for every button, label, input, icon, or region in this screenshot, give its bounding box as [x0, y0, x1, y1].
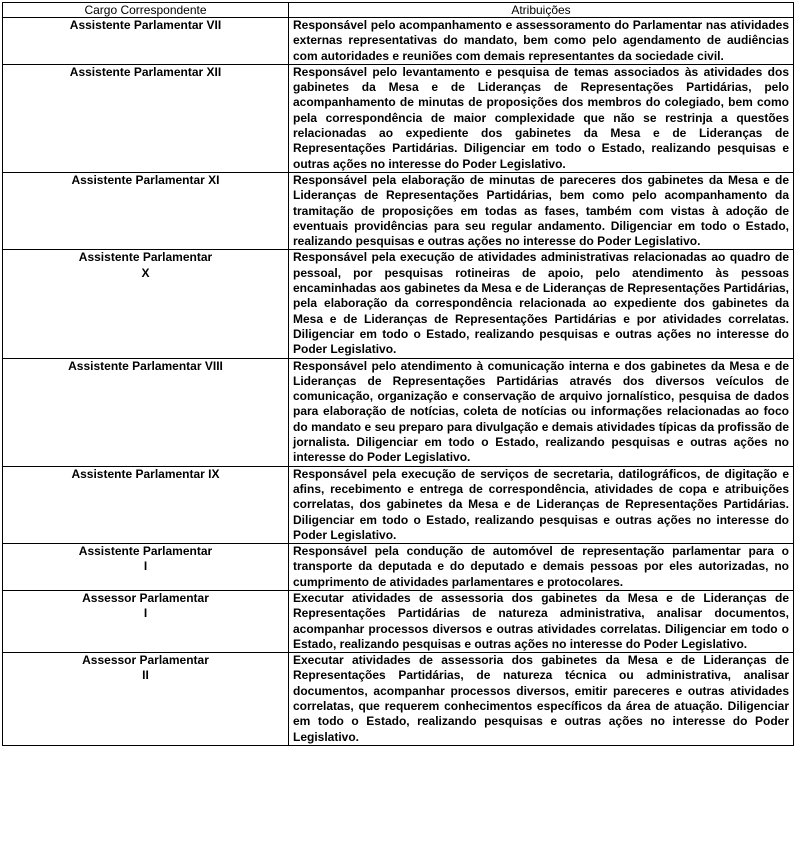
cargo-name: Assistente Parlamentar IX	[71, 466, 220, 481]
cargo-cell	[3, 653, 289, 746]
cargo-name: Assessor Parlamentar	[82, 653, 209, 668]
atribuicoes-cell: Executar atividades de assessoria dos gabinetes da Mesa e de Lideranças de Representações Partidárias de natureza administrativa, analisar documentos, acompanhar processos diversos e outras atividades correlatas. Diligenciar em todo o Estado, realizando pesquisas e outras ações no interesse do Poder Legislativo.	[289, 590, 794, 652]
table-row	[3, 172, 794, 249]
cargo-cell	[3, 64, 289, 172]
cargo-cell	[3, 590, 289, 652]
atribuicoes-cell: Responsável pela execução de serviços de secretaria, datilográficos, de digitação e afins, recebimento e entrega de correspondência, atividades de copa e atribuições correlatas, dos gabinetes da Mesa e de Lideranças de Representações Partidárias. Diligenciar em todo o Estado, realizando pesquisas e outras ações no interesse do Poder Legislativo.	[289, 466, 794, 543]
table-row	[3, 358, 794, 466]
cargo-name: Assessor Parlamentar	[82, 590, 209, 605]
table-row	[3, 250, 794, 358]
atribuicoes-cell: Responsável pela condução de automóvel de representação parlamentar para o transporte da deputada e do deputado e demais pessoas por eles autorizadas, no cumprimento de atividades parlamentares e protocolares.	[289, 544, 794, 591]
atribuicoes-cell: Responsável pela elaboração de minutas de pareceres dos gabinetes da Mesa e de Lideranças de Representações Partidárias, bem como pelo acompanhamento da tramitação de proposições em todas as fases, também com vistas à adoção de eventuais providências para seu regular andamento. Diligenciar em todo o Estado, realizando pesquisas e outras ações no interesse do Poder Legislativo.	[289, 172, 794, 249]
header-cargo: Cargo Correspondente	[3, 3, 289, 18]
header-row	[3, 3, 794, 18]
cargo-name: Assistente Parlamentar VII	[69, 18, 222, 32]
atribuicoes-cell: Executar atividades de assessoria dos gabinetes da Mesa e de Lideranças de Representações Partidárias, de natureza técnica ou administrativa, analisar documentos, acompanhar processos diversos, emitir pareceres e outras atividades correlatas, que requerem conhecimentos específicos da área de atuação. Diligenciar em todo o Estado, realizando pesquisas e outras ações no interesse do Poder Legislativo.	[289, 653, 794, 746]
cargo-name: Assistente Parlamentar XI	[71, 172, 220, 187]
cargo-level: I	[143, 606, 148, 621]
atribuicoes-cell: Responsável pelo atendimento à comunicação interna e dos gabinetes da Mesa e de Lideranças de Representações Partidárias através dos diversos veículos de comunicação, organização e conservação de arquivo jornalístico, pesquisa de dados para elaboração de notícias, coleta de notícias ou informações relacionadas ao foco do mandato e seu preparo para divulgação e demais atividades típicas da profissão de jornalista. Diligenciar em todo o Estado, realizando pesquisas e outras ações no interesse do Poder Legislativo.	[289, 358, 794, 466]
atribuicoes-cell: Responsável pela execução de atividades administrativas relacionadas ao quadro de pessoal, por pesquisas rotineiras de apoio, pelo atendimento às pessoas encaminhadas aos gabinetes da Mesa e de Lideranças de Representações Partidárias, pela elaboração da correspondência relacionada ao expediente dos gabinetes da Mesa e de Lideranças de Representações Partidárias e por atividades correlatas. Diligenciar em todo o Estado, realizando pesquisas e outras ações no interesse do Poder Legislativo.	[289, 250, 794, 358]
cargo-name: Assistente Parlamentar	[78, 250, 213, 265]
cargo-cell	[3, 18, 289, 65]
table-row	[3, 466, 794, 543]
cargo-name: Assistente Parlamentar	[78, 544, 213, 559]
attributions-table	[2, 2, 794, 746]
table-row	[3, 653, 794, 746]
table-row	[3, 544, 794, 591]
cargo-cell	[3, 172, 289, 249]
table-row	[3, 590, 794, 652]
table-row	[3, 64, 794, 172]
table-row	[3, 18, 794, 65]
cargo-cell	[3, 250, 289, 358]
cargo-level: I	[143, 559, 148, 574]
cargo-cell	[3, 544, 289, 591]
cargo-level: X	[141, 265, 150, 280]
cargo-level: II	[142, 668, 149, 683]
cargo-cell	[3, 466, 289, 543]
atribuicoes-cell: Responsável pelo levantamento e pesquisa de temas associados às atividades dos gabinetes da Mesa e de Lideranças de Representações Partidárias, pelo acompanhamento de minutas de proposições dos membros do colegiado, bem como pela correspondência de maior complexidade que não se restrinja a questões relacionadas ao expediente dos gabinetes da Mesa e de Lideranças de Representações Partidárias. Diligenciar em todo o Estado, realizando pesquisas e outras ações no interesse do Poder Legislativo.	[289, 64, 794, 172]
cargo-name: Assistente Parlamentar XII	[69, 64, 222, 79]
cargo-cell	[3, 358, 289, 466]
cargo-name: Assistente Parlamentar VIII	[68, 358, 223, 373]
atribuicoes-cell: Responsável pelo acompanhamento e assessoramento do Parlamentar nas atividades externas representativas do mandato, bem como pelo agendamento de audiências com autoridades e reuniões com demais representantes da sociedade civil.	[289, 18, 794, 65]
header-atribuicoes: Atribuições	[289, 3, 794, 18]
